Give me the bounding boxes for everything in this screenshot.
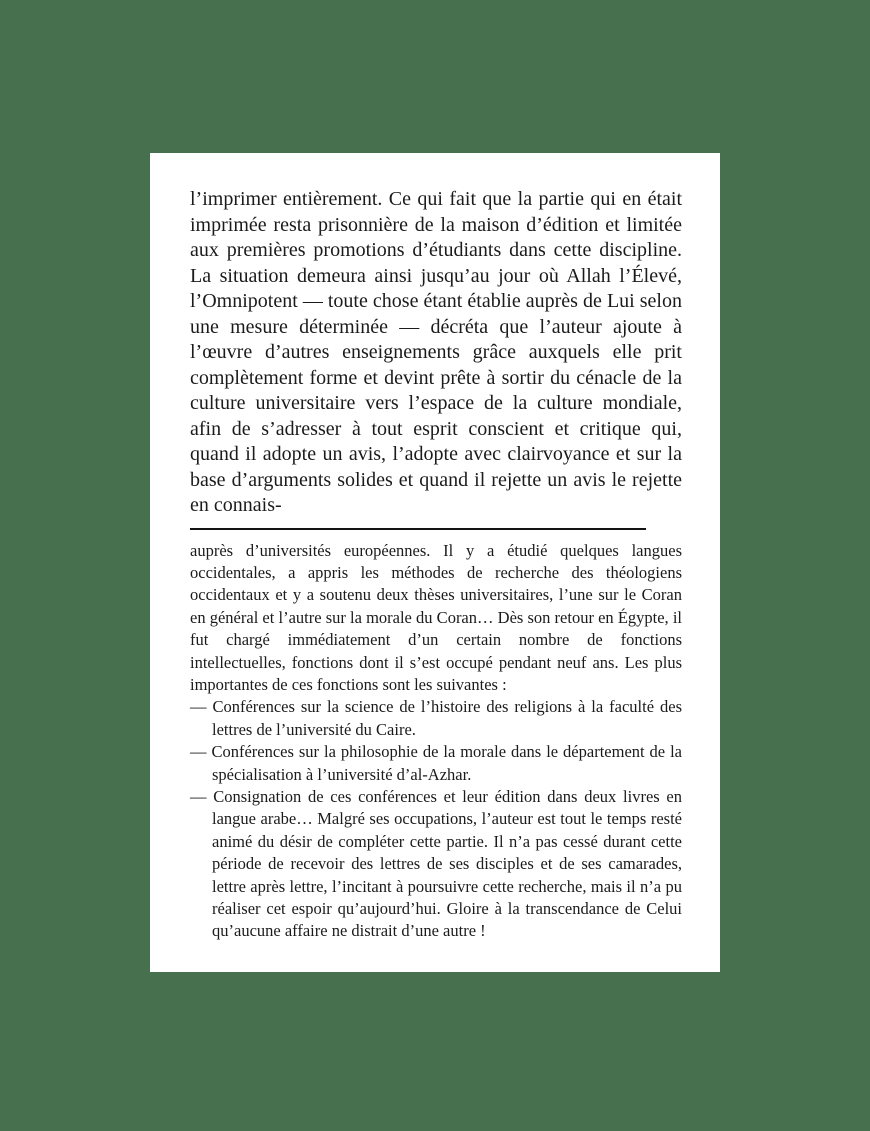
footnote-intro: auprès d’universités européennes. Il y a étudié quelques langues occidentales, a appris les méthodes de recherche des théologiens occidentaux et y a soutenu deux thèses universitaires, l’une sur le Coran en général et l’autre sur la morale du Coran… Dès son retour en Égypte, il fut chargé immédiatement d’un certain nombre de fonctions intellectuelles, fonctions dont il s’est occupé pendant neuf ans. Les plus importantes de ces fonctions sont les suivantes : (190, 540, 682, 694)
footnote-item: — Conférences sur la science de l’histoire des religions à la faculté des lettres de l’université du Caire. (190, 697, 682, 739)
footnote-separator (190, 528, 646, 530)
footnote-item: — Consignation de ces conférences et leur édition dans deux livres en langue arabe… Malgré ses occupations, l’auteur est tout le temps resté animé du désir de compléter cette partie. Il n’a pas cessé durant cette période de recevoir des lettres de ses disciples et de ses camarades, lettre après lettre, l’incitant à poursuivre cette recherche, mais il n’a pu réaliser cet espoir qu’aujourd’hui. Gloire à la transcendance de Celui qu’aucune affaire ne distrait d’une autre ! (190, 786, 682, 941)
footnote-section (190, 540, 682, 943)
book-page (150, 153, 720, 972)
main-text-paragraph: l’imprimer entièrement. Ce qui fait que la partie qui en était imprimée resta prisonnière de la maison d’édition et limitée aux premières promotions d’étudiants dans cette discipline. La situation demeura ainsi jusqu’au jour où Allah l’Élevé, l’Omnipotent — toute chose étant établie auprès de Lui selon une mesure déterminée — décréta que l’auteur ajoute à l’œuvre d’autres enseignements grâce auxquels elle prit complètement forme et devint prête à sortir du cénacle de la culture universitaire vers l’espace de la culture mondiale, afin de s’adresser à tout esprit conscient et critique qui, quand il adopte un avis, l’adopte avec clairvoyance et sur la base d’arguments solides et quand il rejette un avis le rejette en connais- (190, 188, 682, 516)
footnote-item: — Conférences sur la philosophie de la morale dans le département de la spécialisation à l’université d’al-Azhar. (190, 742, 682, 784)
